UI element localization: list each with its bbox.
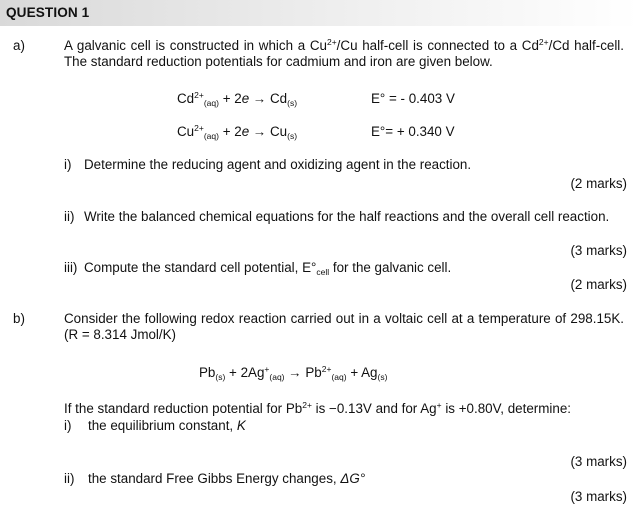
part-b-q2-text: the standard Free Gibbs Energy changes, ΔG° — [88, 471, 366, 486]
part-a-intro: A galvanic cell is constructed in which a $Cu^{2+}/Cu$ half-cell is connected to a $Cd^{2+}/Cd$ half-cell. The standard reduction potentials for cadmium and iron are given below. — [64, 37, 625, 69]
part-a-q2-text: Write the balanced chemical equations for the half reactions and the overall cell reaction. — [84, 209, 610, 224]
part-a-q1-text: Determine the reducing agent and oxidizing agent in the reaction. — [84, 157, 472, 172]
part-b-q1-text: the equilibrium constant, K — [88, 418, 246, 433]
part-a-q3-number: iii) — [64, 260, 78, 275]
part-a-label: a) — [13, 38, 25, 53]
part-b-label: b) — [13, 311, 25, 326]
question-title: QUESTION 1 — [6, 5, 90, 20]
part-a-q3-text: Compute the standard cell potential, $E^\circ_{cell}$ for the galvanic cell. — [84, 260, 452, 277]
question-header-bar — [0, 0, 639, 26]
part-b-q1-number: i) — [64, 418, 72, 433]
part-a-q1-number: i) — [64, 157, 72, 172]
potential-copper: E°= + 0.340 V — [371, 124, 455, 139]
half-reaction-cadmium: $Cd^{2+}_{(aq)} + 2e \to Cd_{(s)}$ — [177, 90, 298, 108]
part-b-intro: Consider the following redox reaction carried out in a voltaic cell at a temperature of 298.15K. (R = 8.314 Jmol/K) — [64, 311, 624, 342]
part-b-q2-number: ii) — [64, 471, 75, 486]
part-b-q1-marks: (3 marks) — [570, 454, 627, 469]
part-b-q2-marks: (3 marks) — [570, 489, 627, 504]
part-a-q1-marks: (2 marks) — [570, 176, 627, 191]
part-a-q2-number: ii) — [64, 209, 75, 224]
potential-cadmium: E° = - 0.403 V — [371, 91, 455, 106]
half-reaction-copper: $Cu^{2+}_{(aq)} + 2e \to Cu_{(s)}$ — [177, 123, 298, 141]
part-a-q3-marks: (2 marks) — [570, 277, 627, 292]
redox-reaction: $Pb_{(s)} + 2Ag^+_{(aq)} \to Pb^{2+}_{(aq)} + Ag_{(s)}$ — [199, 364, 388, 382]
part-a-q2-marks: (3 marks) — [570, 243, 627, 258]
part-b-given: If the standard reduction potential for $Pb^{2+}$ is −0.13V and for Ag+ is +0.80V, determine: — [64, 400, 571, 416]
